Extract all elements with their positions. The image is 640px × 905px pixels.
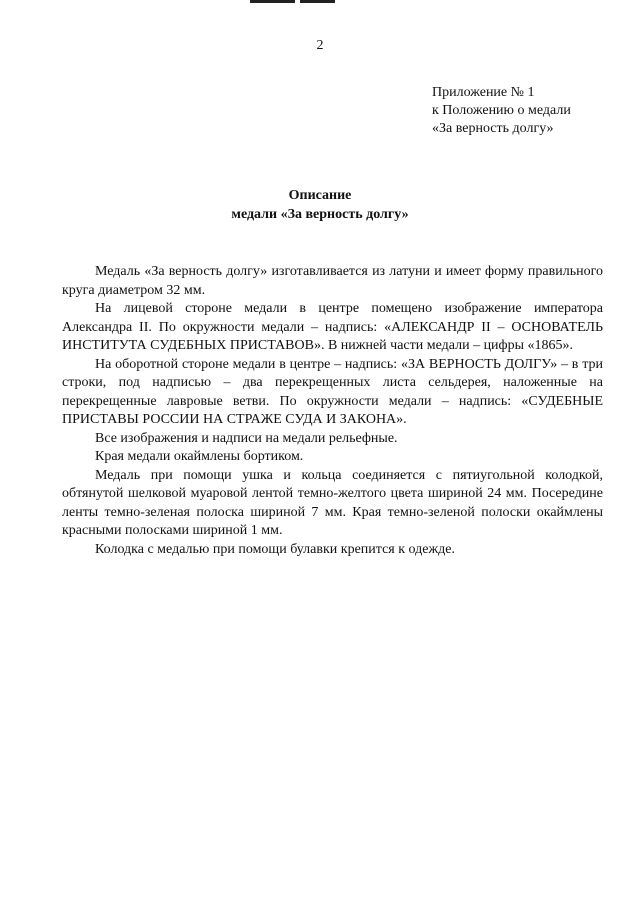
title-line: Описание — [288, 188, 352, 203]
paragraph: Все изображения и надписи на медали рельефные. — [95, 430, 398, 446]
paragraph: Края медали окаймлены бортиком. — [95, 449, 304, 464]
title-line: медали «За верность долгу» — [231, 207, 409, 222]
paragraph: На лицевой стороне медали в центре помещено изображение императора Александра II. По окружности медали – надпись: «АЛЕКСАНДР II – ОСНОВАТЕЛЬ ИНСТИТУТА СУДЕБНЫХ ПРИСТАВОВ». В нижней части медали – цифры «1865». — [62, 301, 603, 353]
page-number: 2 — [316, 38, 324, 53]
document-body — [62, 263, 603, 559]
scan-artifact — [300, 0, 335, 3]
appendix-line: «За верность долгу» — [432, 121, 554, 136]
appendix-reference — [432, 84, 632, 138]
scan-artifact — [250, 0, 295, 3]
paragraph: Колодка с медалью при помощи булавки крепится к одежде. — [95, 541, 455, 557]
paragraph: Медаль «За верность долгу» изготавливается из латуни и имеет форму правильного круга диаметром 32 мм. — [62, 264, 603, 298]
appendix-line: к Положению о медали — [432, 103, 571, 118]
paragraph: На оборотной стороне медали в центре – надпись: «ЗА ВЕРНОСТЬ ДОЛГУ» – в три строки, под надписью – два перекрещенных листа сельдерея, наложенные на перекрещенные лавровые ветви. По окружности медали – надпись: «СУДЕБНЫЕ ПРИСТАВЫ РОССИИ НА СТРАЖЕ СУДА И ЗАКОНА». — [62, 356, 603, 427]
appendix-line: Приложение № 1 — [432, 85, 535, 100]
document-title — [0, 186, 640, 224]
paragraph: Медаль при помощи ушка и кольца соединяется с пятиугольной колодкой, обтянутой шелковой муаровой лентой темно-желтого цвета шириной 24 мм. Посередине ленты темно-зеленая полоска шириной 7 мм. Края темно-зеленой полоски окаймлены красными полосками шириной 1 мм. — [62, 467, 603, 538]
